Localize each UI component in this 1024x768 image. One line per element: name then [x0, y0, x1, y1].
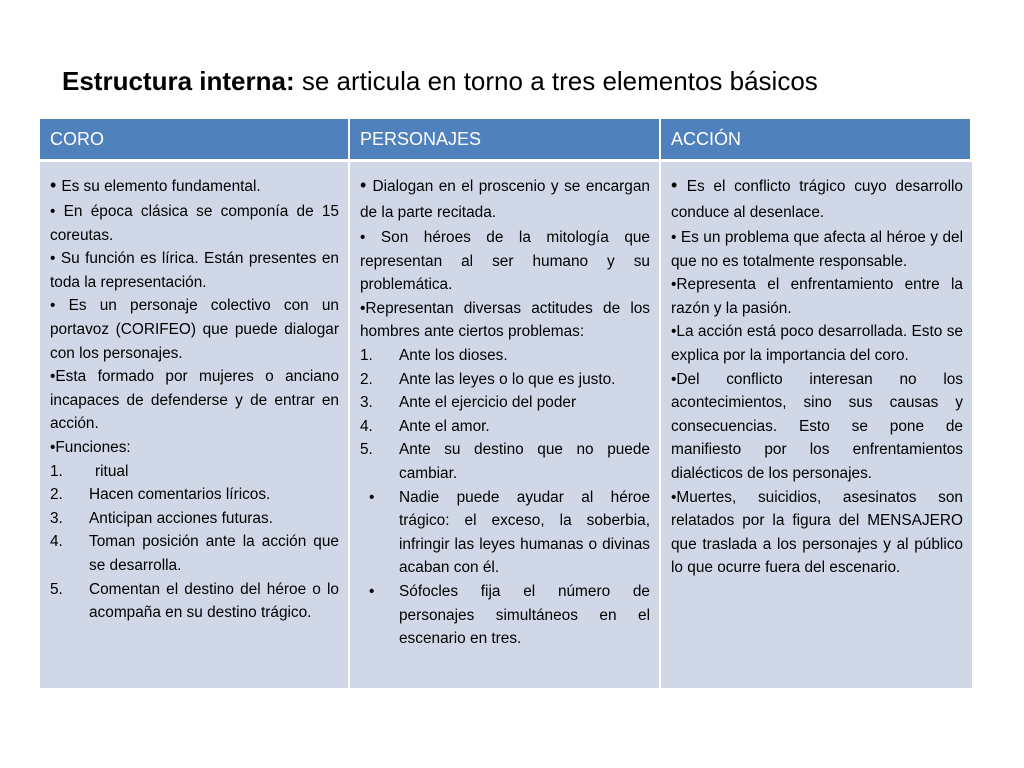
list-item: • Nadie puede ayudar al héroe trágico: el exceso, la soberbia, infringir las leyes humanas o divinas acaban con él.: [369, 488, 650, 577]
list-item: 3. Anticipan acciones futuras.: [50, 509, 273, 527]
list-item: 4. Toman posición ante la acción que se desarrolla.: [50, 533, 339, 574]
coro-point: • En época clásica se componía de 15 coreutas.: [50, 203, 339, 244]
cell-coro: [40, 162, 350, 688]
title-bold: Estructura interna:: [62, 66, 295, 96]
accion-point: •La acción está poco desarrollada. Esto se explica por la importancia del coro.: [671, 323, 963, 364]
list-item: • Sófocles fija el número de personajes simultáneos en el escenario en tres.: [369, 582, 650, 648]
coro-point: • Su función es lírica. Están presentes en toda la representación.: [50, 250, 339, 291]
cell-personajes: [350, 162, 661, 688]
list-item: 2. Hacen comentarios líricos.: [50, 486, 271, 504]
coro-point: • Es su elemento fundamental.: [50, 175, 261, 195]
list-item: 5. Comentan el destino del héroe o lo acompaña en su destino trágico.: [50, 580, 339, 622]
coro-point: • Es un personaje colectivo con un portavoz (CORIFEO) que puede dialogar con los personajes.: [50, 297, 339, 362]
header-coro: CORO: [40, 119, 350, 162]
list-item: 4. Ante el amor.: [360, 417, 490, 435]
list-item: 2. Ante las leyes o lo que es justo.: [360, 370, 616, 388]
comparison-table: [40, 119, 972, 688]
personajes-point: • Son héroes de la mitología que representan al ser humano y su problemática.: [360, 229, 650, 294]
accion-point: •Del conflicto interesan no los acontecimientos, sino sus causas y consecuencias. Esto se pone de manifiesto por los enfrentamientos dialécticos de los personajes.: [671, 370, 963, 482]
header-accion: ACCIÓN: [661, 119, 972, 162]
coro-point: •Esta formado por mujeres o anciano incapaces de defenderse y de entrar en acción.: [50, 368, 339, 433]
list-item: 3. Ante el ejercicio del poder: [360, 394, 577, 412]
accion-point: • Es el conflicto trágico cuyo desarrollo conduce al desenlace.: [671, 175, 963, 221]
accion-point: • Es un problema que afecta al héroe y del que no es totalmente responsable.: [671, 229, 963, 270]
page-title: [62, 62, 818, 100]
cell-accion: [661, 162, 972, 688]
coro-point: •Funciones:: [50, 438, 131, 456]
accion-point: •Muertes, suicidios, asesinatos son relatados por la figura del MENSAJERO que traslada a los personajes y al público lo que ocurre fuera del escenario.: [671, 488, 963, 577]
list-item: 5. Ante su destino que no puede cambiar.: [360, 441, 650, 482]
personajes-point: •Representan diversas actitudes de los hombres ante ciertos problemas:: [360, 299, 650, 341]
personajes-point: • Dialogan en el proscenio y se encargan de la parte recitada.: [360, 175, 650, 221]
accion-point: •Representa el enfrentamiento entre la razón y la pasión.: [671, 276, 963, 317]
list-item: 1. ritual: [50, 462, 129, 480]
header-personajes: PERSONAJES: [350, 119, 661, 162]
list-item: 1. Ante los dioses.: [360, 346, 508, 364]
title-rest: se articula en torno a tres elementos básicos: [301, 66, 818, 96]
